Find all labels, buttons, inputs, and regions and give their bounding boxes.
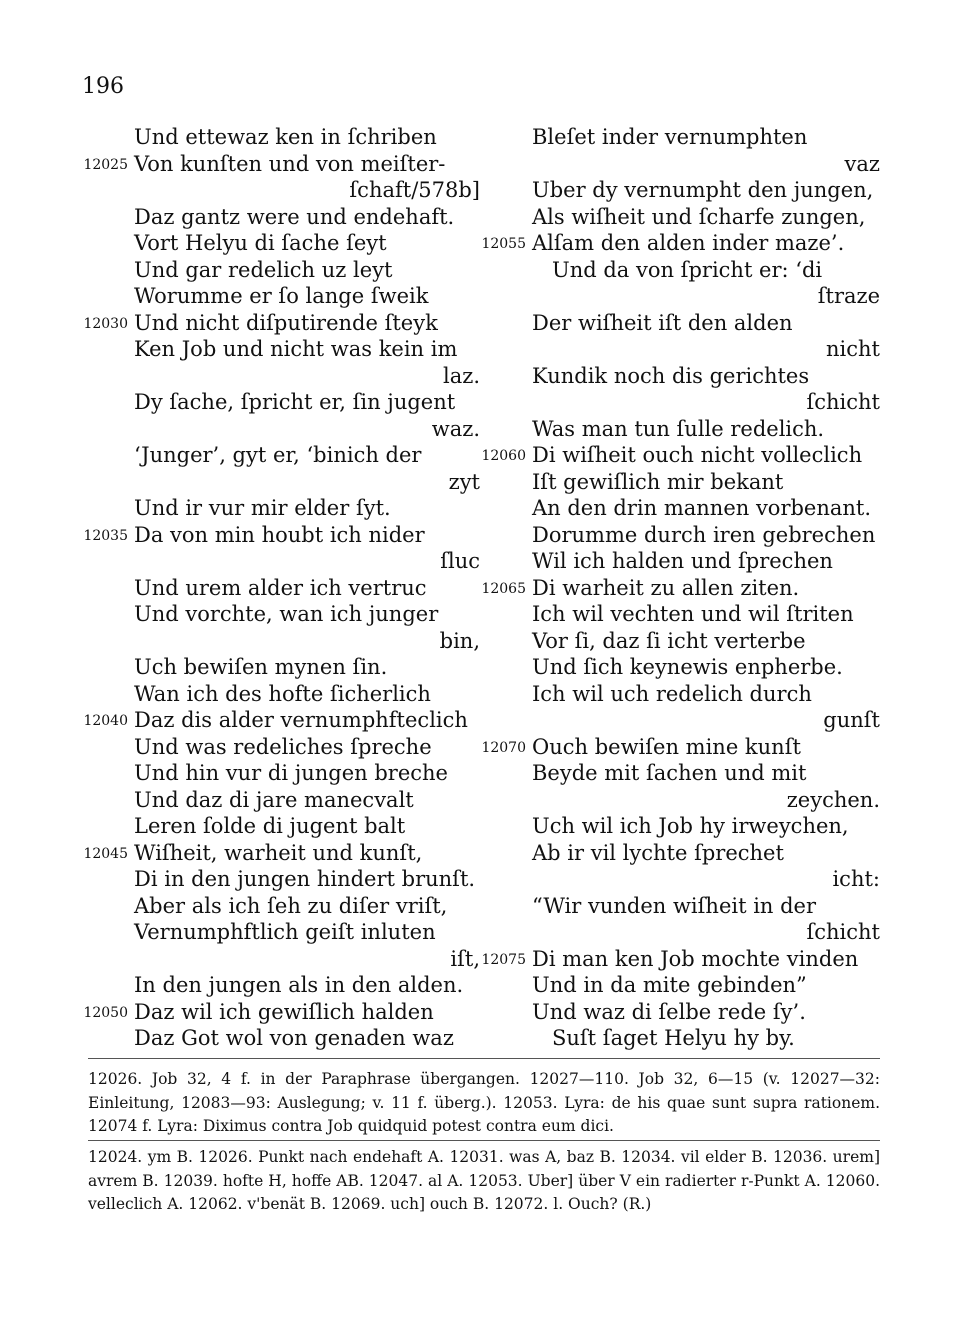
verse-line [478,548,880,575]
verse-line [80,919,480,946]
verse-line [80,363,480,390]
verse-line [80,893,480,920]
verse-text: Und hin vur di jungen breche [134,761,448,785]
line-number: 12030 [83,315,128,332]
verse-text: Aber als ich ſeh zu diſer vriſt, [134,893,448,918]
footnotes-paraphrase [88,1068,880,1139]
verse-text: Und nicht diſputirende ſteyk [134,310,438,335]
verse-column-right [478,124,880,1052]
verse-text: Bleſet inder vernumphten [532,125,808,149]
verse-text: Und urem alder ich vertruc [134,575,427,600]
verse-line [478,389,880,416]
line-number: 12050 [83,1004,128,1021]
line-number: 12070 [481,739,526,756]
verse-line [478,919,880,946]
verse-text: Suſt ſaget Helyu hy by. [552,1026,795,1050]
verse-line [478,442,880,469]
verse-line [478,204,880,231]
verse-line [478,866,880,893]
verse-line [478,469,880,496]
verse-line [478,336,880,363]
verse-line [80,840,480,867]
verse-line [80,734,480,761]
verse-line [478,416,880,443]
verse-text: Di wiſheit ouch nicht volleclich [532,443,863,467]
verse-text: Ken Job und nicht was kein im [134,337,458,361]
verse-line [478,999,880,1026]
verse-line [80,866,480,893]
verse-text: Und ettewaz ken in ſchriben [134,125,437,149]
verse-text: Uber dy vernumpht den jungen, [532,178,874,202]
verse-line [80,946,480,973]
verse-text: Daz gantz were und endehaft. [134,204,455,229]
verse-text: In den jungen als in den alden. [134,973,464,997]
verse-line [80,522,480,549]
verse-line [478,840,880,867]
footnote-rule [88,1058,880,1059]
line-number: 12055 [481,236,526,252]
verse-text: Daz Got wol von genaden waz [134,1026,454,1050]
verse-line [80,813,480,840]
line-number: 12035 [83,527,128,544]
verse-line [80,230,480,257]
verse-text: Ich wil vechten und wil ſtriten [532,602,854,626]
verse-line [80,495,480,522]
verse-text: Ich wil uch redelich durch [532,681,812,706]
verse-text: laz. [443,363,480,388]
verse-line [478,946,880,973]
line-number: 12065 [481,580,526,597]
line-number: 12025 [83,156,128,173]
footnotes-variants [88,1146,880,1217]
verse-line [80,442,480,469]
line-number: 12060 [481,448,526,464]
verse-text: Wiſheit, warheit und kunſt, [134,840,423,865]
verse-column-left [80,124,480,1052]
verse-text: Und da von ſpricht er: ‘di [552,257,823,282]
verse-line [478,893,880,920]
verse-text: nicht [826,337,880,361]
verse-text: ſchicht [806,920,880,944]
verse-line [80,601,480,628]
paraphrase-note: 12026. Job 32, 4 f. in der Paraphrase übergangen. 12027—110. Job 32, 6—15 (v. 12027—32: Einleitung, 12083—93: Auslegung; v. 11 f. überg.). 12053. Lyra: de his quae sunt supra rationem. 12074 f. Lyra: Diximus contra Job quidquid potest contra eum dici. [88,1070,880,1135]
verse-text: Uch bewiſen mynen ſin. [134,655,388,679]
verse-line [478,734,880,761]
verse-text: “Wir vunden wiſheit in der [532,893,817,918]
verse-line [80,257,480,284]
verse-text: zeychen. [786,787,880,812]
verse-text: Und was redeliches ſpreche [134,734,432,759]
verse-text: Wil ich halden und ſprechen [532,549,833,573]
verse-line [478,1025,880,1052]
verse-text: ſtraze [817,284,880,308]
verse-text: Vort Helyu di ſache ſeyt [134,231,387,255]
verse-line [80,124,480,151]
verse-line [80,787,480,814]
verse-line [478,707,880,734]
verse-text: Worumme er ſo lange ſweik [134,284,429,308]
verse-line [478,283,880,310]
verse-text: Ab ir vil lychte ſprechet [532,840,784,865]
verse-text: Di warheit zu allen ziten. [532,575,800,600]
verse-text: Kundik noch dis gerichtes [532,363,810,388]
verse-text: vaz [844,151,880,176]
verse-text: Vor ſi, daz ſi icht verterbe [532,628,806,653]
verse-text: Wan ich des hofte ſicherlich [134,681,431,706]
verse-text: Von kunſten und von meiſter- [134,151,446,176]
verse-line [80,972,480,999]
verse-text: Ouch bewiſen mine kunſt [532,734,801,759]
verse-line [478,972,880,999]
verse-text: ‘Junger’, gyt er, ‘binich der [134,443,422,467]
verse-text: Der wiſheit iſt den alden [532,310,793,335]
verse-line [80,1025,480,1052]
verse-text: waz. [431,416,480,441]
verse-text: Uch wil ich Job hy irweychen, [532,814,849,838]
verse-text: Da von min houbt ich nider [134,522,425,547]
verse-line [80,336,480,363]
verse-line [478,230,880,257]
verse-text: icht: [832,867,880,891]
verse-line [478,522,880,549]
verse-text: Leren ſolde di jugent balt [134,814,406,838]
verse-line [80,469,480,496]
verse-text: ſchicht [806,390,880,414]
verse-line [80,389,480,416]
verse-text: Daz dis alder vernumphfteclich [134,708,468,732]
verse-line [80,416,480,443]
verse-line [80,177,480,204]
verse-line [80,654,480,681]
verse-text: Daz wil ich gewiſlich halden [134,999,434,1024]
verse-line [80,760,480,787]
verse-line [478,787,880,814]
verse-line [478,681,880,708]
verse-line [80,707,480,734]
verse-line [80,999,480,1026]
verse-text: Dorumme durch iren gebrechen [532,522,876,547]
verse-line [80,628,480,655]
verse-line [80,681,480,708]
verse-line [80,548,480,575]
verse-line [80,283,480,310]
verse-text: Und ſich keynewis enpherbe. [532,655,843,679]
verse-line [478,310,880,337]
verse-line [478,177,880,204]
verse-line [478,151,880,178]
verse-text: Und daz di jare manecvalt [134,787,414,812]
verse-line [478,495,880,522]
verse-text: Und gar redelich uz leyt [134,257,393,282]
verse-line [478,628,880,655]
verse-text: Und vorchte, wan ich junger [134,602,439,626]
verse-line [478,257,880,284]
verse-line [478,654,880,681]
verse-line [80,204,480,231]
verse-line [80,575,480,602]
verse-text: Was man tun ſulle redelich. [532,416,825,441]
verse-text: Dy ſache, ſpricht er, ſin jugent [134,390,456,414]
verse-text: Di in den jungen hindert brunſt. [134,867,476,891]
verse-text: Als wiſheit und ſcharfe zungen, [532,204,866,229]
verse-text: Di man ken Job mochte vinden [532,946,859,971]
verse-text: Iſt gewiſlich mir bekant [532,469,784,494]
verse-line [478,575,880,602]
line-number: 12075 [481,951,526,968]
verse-line [478,124,880,151]
variants-rule [88,1140,880,1141]
verse-line [80,310,480,337]
verse-text: Und ir vur mir elder ſyt. [134,496,391,520]
verse-text: Beyde mit ſachen und mit [532,761,807,785]
verse-text: An den drin mannen vorbenant. [532,496,872,520]
verse-text: ſluc [440,549,480,573]
verse-text: Und in da mite gebinden” [532,973,807,997]
verse-text: Und waz di ſelbe rede ſy’. [532,999,806,1024]
verse-text: zyt [448,469,480,494]
verse-text: ſchaft/578b] [349,178,480,202]
verse-line [478,601,880,628]
verse-text: Vernumphftlich geiſt inluten [134,920,436,944]
line-number: 12045 [83,845,128,862]
verse-text: Alſam den alden inder maze’. [532,231,845,255]
verse-line [478,760,880,787]
verse-text: bin, [439,628,480,653]
verse-text: gunſt [823,708,880,732]
verse-text: iſt, [450,946,480,971]
variants-note: 12024. ym B. 12026. Punkt nach endehaft A. 12031. was A, baz B. 12034. vil elder B. 12036. urem] avrem B. 12039. hofte H, hoffe AB. 12047. al A. 12053. Uber] über V ein radierter r-Punkt A. 12060. velleclich A. 12062. v'benät B. 12069. uch] ouch B. 12072. l. Ouch? (R.) [88,1148,880,1213]
line-number: 12040 [83,713,128,729]
verse-line [478,813,880,840]
verse-line [478,363,880,390]
verse-line [80,151,480,178]
page-number: 196 [82,74,124,99]
